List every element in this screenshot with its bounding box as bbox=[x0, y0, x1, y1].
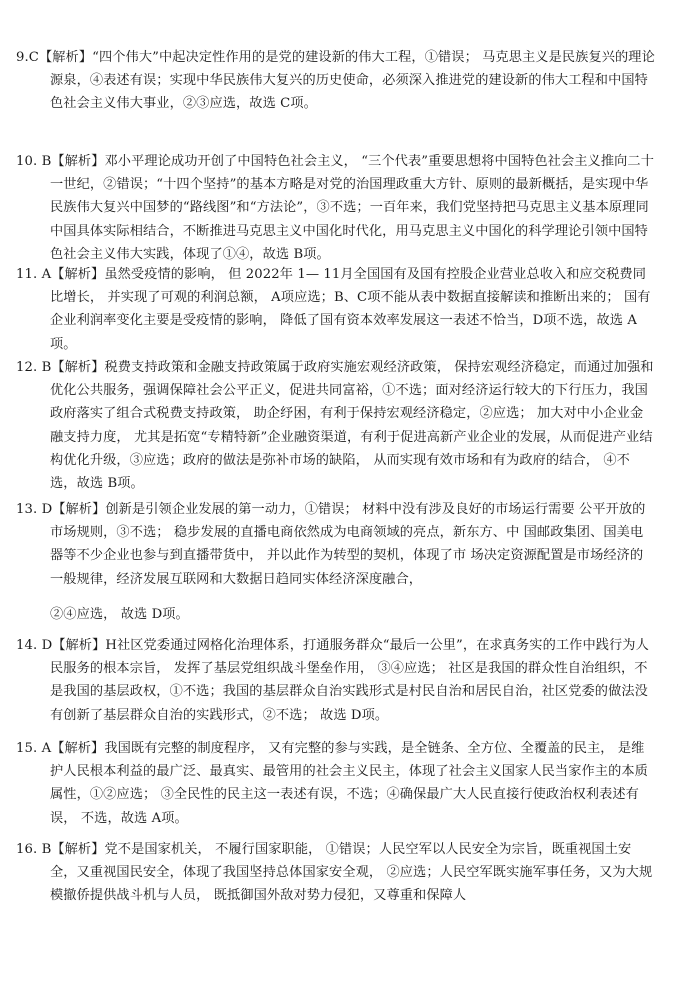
answer-item-12 bbox=[16, 356, 656, 495]
answer-item-13 bbox=[16, 498, 656, 626]
answer-text: 12. B【解析】税费支持政策和金融支持政策属于政府实施宏观经济政策， 保持宏观经济稳定，而通过加强和优化公共服务，强调保障社会公平正义，促进共同富裕，①不选；面对经济运行较大的下行压力，我国政府落实了组合式税费支持政策， 助企纾困，有利于保持宏观经济稳定，②应选； 加大对中小企业金融支持力度， 尤其是拓宽“专精特新”企业融资渠道，有利于促进高新产业企业的发展，从而促进产业结构优化升级，③应选；政府的做法是弥补市场的缺陷， 从而实现有效市场和有为政府的结合， ④不选，故选 B项。 bbox=[16, 360, 654, 492]
answer-text: 10. B【解析】邓小平理论成功开创了中国特色社会主义， “三个代表”重要思想将中国特色社会主义推向二十一世纪，②错误；“十四个坚持”的基本方略是对党的治国理政重大方针、原则的最新概括，是实现中华民族伟大复兴中国梦的“路线图”和“方法论”，③不选；一百年来，我们党坚持把马克思主义基本原理同中国具体实际相结合，不断推进马克思主义中国化时代化，用马克思主义中国化的科学理论引领中国特色社会主义伟大实践，体现了①④，故选 B项。 bbox=[16, 154, 654, 262]
answer-text: 14. D【解析】H社区党委通过网格化治理体系，打通服务群众“最后一公里”，在求真务实的工作中践行为人民服务的根本宗旨， 发挥了基层党组织战斗堡垒作用， ③④应选； 社区是我国的群众性自治组织，不是我国的基层政权，①不选；我国的基层群众自治实践形式是村民自治和居民自治，社区党委的做法没有创新了基层群众自治的实践形式，②不选； 故选 D项。 bbox=[16, 638, 649, 723]
answer-text: 16. B【解析】党不是国家机关， 不履行国家职能， ①错误；人民空军以人民安全为宗旨，既重视国土安全，又重视国民安全，体现了我国坚持总体国家安全观， ②应选；人民空军既实施军事任务，又为大规模撤侨提供战斗机与人员， 既抵御国外敌对势力侵犯，又尊重和保障人 bbox=[16, 842, 653, 904]
answer-item-11 bbox=[16, 263, 656, 356]
answer-item-15 bbox=[16, 737, 656, 830]
answer-item-16 bbox=[16, 838, 656, 908]
answer-item-14 bbox=[16, 634, 656, 727]
answer-item-10 bbox=[16, 150, 656, 266]
answer-text: 9.C【解析】“四个伟大”中起决定性作用的是党的建设新的伟大工程，①错误； 马克思主义是民族复兴的理论源泉，④表述有误；实现中华民族伟大复兴的历史使命，必须深入推进党的建设新的伟大工程和中国特色社会主义伟大事业，②③应选，故选 C项。 bbox=[16, 50, 655, 112]
answer-text: 11. A【解析】虽然受疫情的影响， 但 2022年 1— 11月全国国有及国有控股企业营业总收入和应交税费同比增长， 并实现了可观的利润总额， A项应选；B、C项不能从表中数据直接解读和推断出来的； 国有企业利润率变化主要是受疫情的影响， 降低了国有资本效率发展这一表述不恰当，D项不选，故选 A项。 bbox=[16, 267, 651, 352]
answer-text: 15. A【解析】我国既有完整的制度程序， 又有完整的参与实践，是全链条、全方位、全覆盖的民主， 是维护人民根本利益的最广泛、最真实、最管用的社会主义民主，体现了社会主义国家人民当家作主的本质属性，①②应选； ③全民性的民主这一表述有误，不选；④确保最广大人民直接行使政治权利表述有误， 不选，故选 A项。 bbox=[16, 741, 648, 826]
answer-text-continued: ②④应选， 故选 D项。 bbox=[50, 606, 189, 622]
answer-text: 13. D【解析】创新是引领企业发展的第一动力，①错误； 材料中没有涉及良好的市场运行需要 公平开放的市场规则，③不选； 稳步发展的直播电商依然成为电商领域的亮点，新东方、中 国邮政集团、国美电器等不少企业也参与到直播带货中， 并以此作为转型的契机，体现了市 场决定资源配置是市场经济的一般规律，经济发展互联网和大数据日趋同实体经济深度融合， bbox=[16, 502, 646, 587]
answer-item-9 bbox=[16, 46, 656, 116]
